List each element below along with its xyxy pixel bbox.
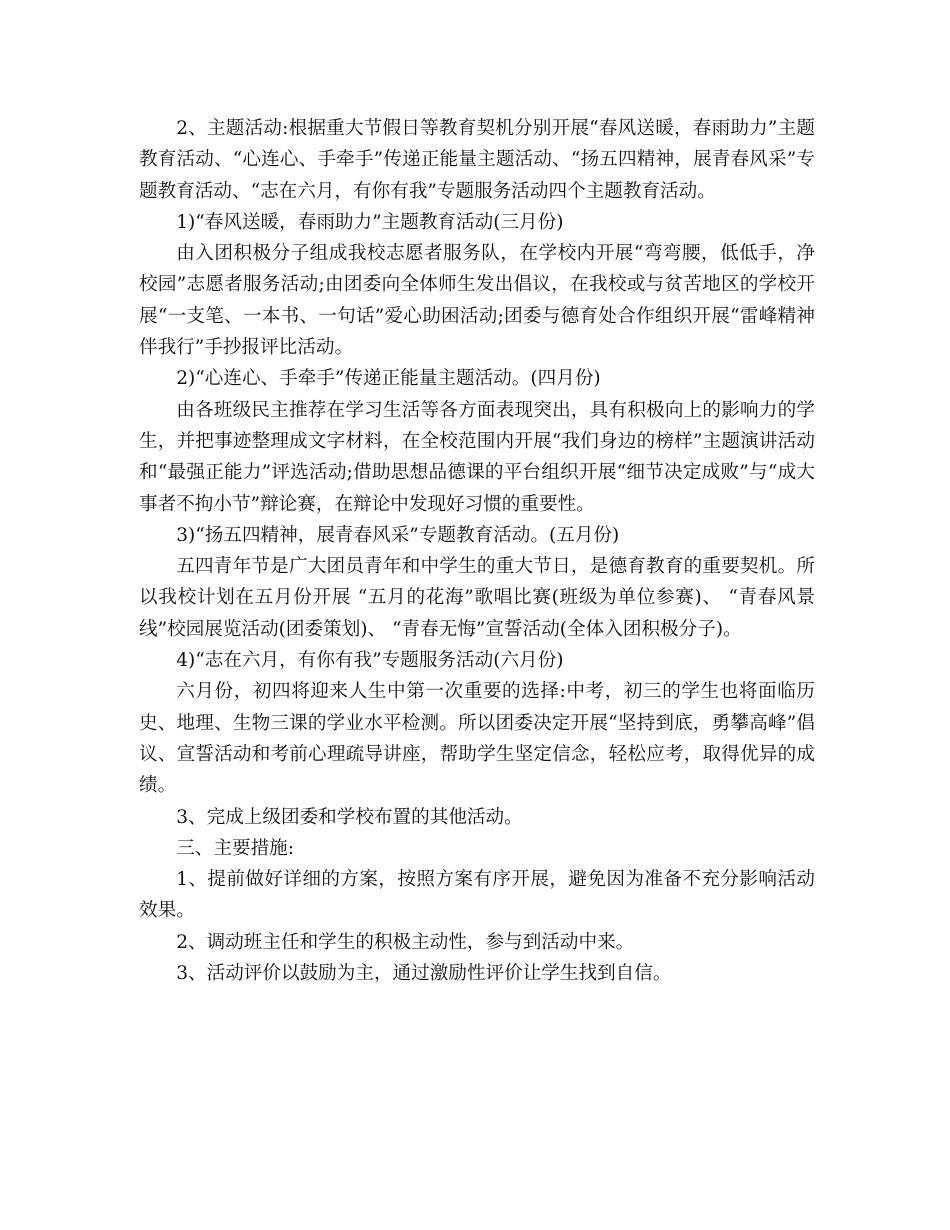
paragraph-other-activities: 3、完成上级团委和学校布置的其他活动。 xyxy=(176,806,523,828)
heading-activity-march: 1)“春风送暖，春雨助力”主题教育活动(三月份) xyxy=(176,211,564,233)
paragraph-activity-april: 由各班级民主推荐在学习生活等各方面表现突出，具有积极向上的影响力的学生，并把事迹整理成文字材料，在全校范围内开展“我们身边的榜样”主题演讲活动和“最强正能力”评选活动;借助思想品德课的平台组织开展“细节决定成败”与“成大事者不拘小节”辩论赛，在辩论中发现好习惯的重要性。 xyxy=(139,399,815,515)
paragraph-measure-2: 2、调动班主任和学生的积极主动性，参与到活动中来。 xyxy=(176,931,635,953)
paragraph-activity-march: 由入团积极分子组成我校志愿者服务队，在学校内开展“弯弯腰，低低手，净校园”志愿者服务活动;由团委向全体师生发出倡议，在我校或与贫苦地区的学校开展“一支笔、一本书、一句话”爱心助困活动;团委与德育处合作组织开展“雷峰精神伴我行”手抄报评比活动。 xyxy=(139,243,815,359)
heading-main-measures: 三、主要措施: xyxy=(176,837,295,859)
paragraph-theme-activities: 2、主题活动:根据重大节假日等教育契机分别开展“春风送暖，春雨助力”主题教育活动、“心连心、手牵手”传递正能量主题活动、“扬五四精神，展青春风采”专题教育活动、“志在六月，有你有我”专题服务活动四个主题教育活动。 xyxy=(139,118,815,202)
heading-activity-april: 2)“心连心、手牵手”传递正能量主题活动。(四月份) xyxy=(176,368,601,390)
paragraph-activity-june: 六月份，初四将迎来人生中第一次重要的选择:中考，初三的学生也将面临历史、地理、生物三课的学业水平检测。所以团委决定开展“坚持到底，勇攀高峰”倡议、宣誓活动和考前心理疏导讲座，帮助学生坚定信念，轻松应考，取得优异的成绩。 xyxy=(139,681,815,797)
paragraph-activity-may: 五四青年节是广大团员青年和中学生的重大节日，是德育教育的重要契机。所以我校计划在五月份开展 “五月的花海”歌唱比赛(班级为单位参赛)、 “青春风景线”校园展览活动(团委策划)、 “青春无悔”宣誓活动(全体入团积极分子)。 xyxy=(139,556,815,640)
paragraph-measure-3: 3、活动评价以鼓励为主，通过激励性评价让学生找到自信。 xyxy=(176,963,672,985)
paragraph-measure-1: 1、提前做好详细的方案，按照方案有序开展，避免因为准备不充分影响活动效果。 xyxy=(139,869,815,922)
document-body xyxy=(139,113,815,989)
heading-activity-june: 4)“志在六月，有你有我”专题服务活动(六月份) xyxy=(176,650,564,672)
heading-activity-may: 3)“扬五四精神，展青春风采”专题教育活动。(五月份) xyxy=(176,524,620,546)
